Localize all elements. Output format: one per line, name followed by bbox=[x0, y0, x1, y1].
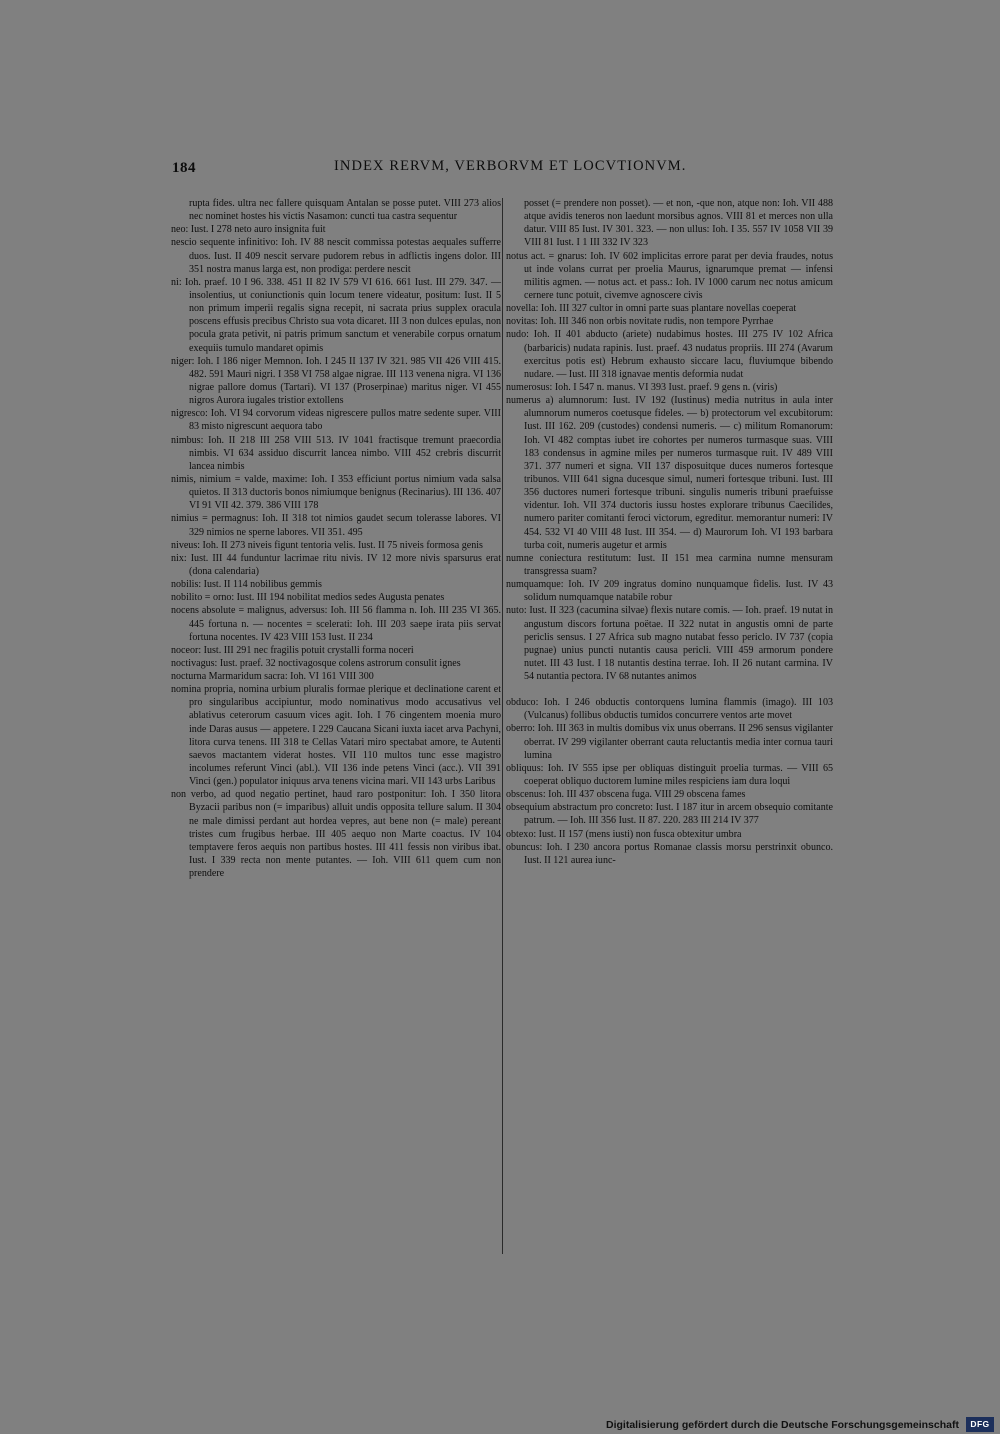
index-entry: numne coniectura restitutum: Iust. II 151 mea carmina numne mensuram transgressa suam? bbox=[506, 552, 833, 577]
index-entry: obtexo: Iust. II 157 (mens iusti) non fusca obtexitur umbra bbox=[506, 828, 742, 840]
index-entry: nimis, nimium = valde, maxime: Ioh. I 353 efficiunt portus nimium vada salsa quietos. II 313 ductoris bonos nimiumque benignus (Recinarius). III 136. 407 VI 91 VII 42. 379. 386 VIII 178 bbox=[171, 473, 501, 512]
index-entry: posset (= prendere non posset). — et non, -que non, atque non: Ioh. VII 488 atque avidis teneros non laedunt morsibus agnos. VIII 81 et merces non ulla datur. VIII 85 Iust. IV 301. 323. — non ullus: Ioh. I 35. 557 IV 1058 VII 39 VIII 81 Iust. I 1 III 332 IV 323 bbox=[524, 198, 833, 249]
index-entry: nescio sequente infinitivo: Ioh. IV 88 nescit commissa potestas aequales sufferre duos. Iust. II 409 nescit servare pudorem rebus in adflictis ingens dolor. III 351 nostra manus larga est, non prodiga: perdere nescit bbox=[171, 237, 501, 275]
index-entry: oberro: Ioh. III 363 in multis domibus vix unus oberrans. II 296 sensus vigilanter oberrat. IV 299 vigilanter oberrant cauta reluctantis media inter cornua tauri lumina bbox=[506, 723, 833, 761]
index-entry: nocens absolute = malignus, adversus: Ioh. III 56 flamma n. Ioh. III 235 VI 365. 445 fortuna n. — nocentes = scelerati: Ioh. III 203 saepe irata piis servat fortuna nocentes. IV 423 VIII 153 Iust. II 234 bbox=[171, 605, 501, 643]
footer bbox=[606, 1417, 996, 1433]
index-entry: rupta fides. ultra nec fallere quisquam Antalan se posse putet. VIII 273 alios nec nominet hostes his victis Nasamon: cuncti tua castra sequentur bbox=[189, 198, 501, 223]
index-entry: noctivagus: Iust. praef. 32 noctivagosque colens astrorum consulit ignes bbox=[171, 657, 461, 669]
right-column bbox=[506, 197, 833, 867]
index-entry: novitas: Ioh. III 346 non orbis novitate rudis, non tempore Pyrrhae bbox=[506, 316, 774, 328]
index-entry: non verbo, ad quod negatio pertinet, haud raro postponitur: Ioh. I 350 litora Byzacii paribus non (= imparibus) alluit undis opposita tellure salum. II 304 ne male dimissi perdant aut hordea vepres, aut bene non (= male) pereant tristes cum frugibus herbae. III 405 aequo non Marte coactus. IV 104 temptavere feros aequis non partibus hostes. III 411 fessis non viribus ibat. Iust. I 339 recta non mente putantes. — Ioh. VIII 611 quem cum non prendere bbox=[171, 789, 501, 880]
index-entry: nimius = permagnus: Ioh. II 318 tot nimios gaudet secum tolerasse labores. VI 329 nimios ne sperne labores. VII 351. 495 bbox=[171, 513, 501, 538]
index-entry: nimbus: Ioh. II 218 III 258 VIII 513. IV 1041 fractisque tremunt praecordia nimbis. VI 634 assiduo discurrit lancea nimbo. VIII 452 crebris discurrit lancea nimbis bbox=[171, 434, 501, 472]
index-entry: niger: Ioh. I 186 niger Memnon. Ioh. I 245 II 137 IV 321. 985 VII 426 VIII 415. 482. 591 Mauri nigri. I 358 VI 758 algae nigrae. III 113 venena nigra. VI 136 nigrae pallore domus (Tartari). VI 137 (Proserpinae) maritus niger. VI 455 nigros Aurora iugales tristior extollens bbox=[171, 355, 501, 407]
index-entry: obuncus: Ioh. I 230 ancora portus Romanae classis morsu perstrinxit obunco. Iust. II 121 aurea iunc- bbox=[506, 841, 833, 866]
index-entry: noceor: Iust. III 291 nec fragilis potuit crystalli forma noceri bbox=[171, 644, 414, 656]
index-entry: numquamque: Ioh. IV 209 ingratus domino nunquamque fidelis. Iust. IV 43 solidum numquamque natabile robur bbox=[506, 579, 833, 604]
index-entry: nuto: Iust. II 323 (cacumina silvae) flexis nutare comis. — Ioh. praef. 19 nutat in angustum discors fortuna poëtae. II 322 nutat in angustis omni de parte periclis sensus. I 27 Africa sub magno nutabat fesso periclo. IV 737 (copia pugnae) unius puncti nutantis causa pericli. VIII 459 armorum pondere nutet. III 43 Iust. I 18 nutantis destina terrae. Ioh. II 26 nutant carmina. IV 54 nutantia pectora. IV 68 nutantes animos bbox=[506, 605, 833, 683]
index-entry: notus act. = gnarus: Ioh. IV 602 implicitas errore parat per devia fraudes, notus ut inde volans currat per proelia Maurus, ignarumque premat — infensi militis agmen. — notus act. et pass.: Ioh. IV 1000 carum nec notus amicum cernere tunc potuit, civemve agnoscere civis bbox=[506, 250, 833, 301]
index-entry: niveus: Ioh. II 273 niveis figunt tentoria velis. Iust. II 75 niveis formosa genis bbox=[171, 539, 483, 551]
index-entry: obliquus: Ioh. IV 555 ipse per obliquas distinguit proelia turmas. — VIII 65 coeperat obliquo ductorem lumine miles respiciens iam dura loqui bbox=[506, 762, 833, 788]
index-entry: obduco: Ioh. I 246 obductis contorquens lumina flammis (imago). III 103 (Vulcanus) follibus obductis tumidos concurrere ventos arte movet bbox=[506, 697, 833, 722]
index-entry: nobilis: Iust. II 114 nobilibus gemmis bbox=[171, 579, 322, 591]
dfg-logo: DFG bbox=[966, 1417, 994, 1432]
page-header bbox=[172, 156, 830, 182]
index-entry: ni: Ioh. praef. 10 I 96. 338. 451 II 82 IV 579 VI 616. 661 Iust. III 279. 347. — insolentius, ut coniunctionis quin locum tenere videatur, positum: Iust. II 5 non primum imperii regalis signa recepit, ni sacrata prius supplex oracula poscens effusis precibus Christo sua vota dicaret. III 3 non dulces epulas, non pocula grata petivit, ni patris primum sanctum et venerabile corpus ornatum exequiis tumulo mandaret opimis bbox=[171, 276, 501, 354]
index-entry: obsequium abstractum pro concreto: Iust. I 187 itur in arcem obsequio comitante patrum. — Ioh. III 356 Iust. II 87. 220. 283 III 214 IV 377 bbox=[506, 802, 833, 827]
index-entry: nocturna Marmaridum sacra: Ioh. VI 161 VIII 300 bbox=[171, 671, 374, 683]
index-entry: numerus a) alumnorum: Iust. IV 192 (Iustinus) media nutritus in aula inter alumnorum numeros coetusque fideles. — b) protectorum vel excubitorum: Iust. III 162. 209 (custodes) condensi numeris. — c) militum Romanorum: Ioh. VI 482 comptas iubet ire cohortes per numeros turmasque suas. VIII 183 condensus in agmine miles per numeros turmasque ruit. IV 489 VIII 371. 377 numeri et signa. VII 137 disposuitque duces numeros fortesque tribunos. VIII 641 signa ducesque simul, numeri fortesque tribuni. Iust. III 356 ductores numeri fortesque tribuni. singulis numeris tribuni praefuisse videntur. Ioh. VII 374 ductoris iussu hostes explorare tribunus Caecilides, numero pariter comitanti feroci victorum, egreditur. memorantur numeri: IV 454. 532 VI 40 VIII 48 Iust. III 354. — d) Maurorum Ioh. VI 193 barbara turba coit, numeris augetur et armis bbox=[506, 395, 833, 551]
index-entry: numerosus: Ioh. I 547 n. manus. VI 393 Iust. praef. 9 gens n. (viris) bbox=[506, 381, 778, 393]
index-entry: nudo: Ioh. II 401 abducto (ariete) nudabimus hostes. III 275 IV 102 Africa (barbaricis) nudata rapinis. Iust. praef. 43 nudatus propriis. III 274 (Avarum exercitus potis est) Hebrum exhausto siccare lacu, fluviumque bibendo nudare. — Iust. III 318 ignavae mentis deformia nudat bbox=[506, 329, 833, 380]
index-entry: obscenus: Ioh. III 437 obscena fuga. VIII 29 obscena fames bbox=[506, 789, 746, 801]
page-number: 184 bbox=[172, 160, 196, 176]
index-entry: nix: Iust. III 44 funduntur lacrimae ritu nivis. IV 12 more nivis sparsurus erat (dona calendaria) bbox=[171, 552, 501, 577]
index-entry: nomina propria, nomina urbium pluralis formae plerique et declinatione carent et pro singularibus accipiuntur, modo nominativus modo accusativus vel ablativus ceterorum casuum vices agit. Ioh. I 76 cingentem moenia muro inde Daras ausus — appetere. I 229 Caucana Sicani iuxta iacet arva Pachyni, litora curva tenens. III 318 te Cellas Vatari miro spectabat amore, te Autenti saevos mactantem viderat hostes. VII 110 multos tunc esse magistro incolumes referunt Vinci (abl.). VII 136 inde petens Vinci (acc.). VII 391 Vinci (gen.) populator iniquus arva tenens vicina mari. VII 143 urbs Laribus bbox=[171, 684, 501, 788]
index-entry: neo: Iust. I 278 neto auro insignita fuit bbox=[171, 224, 326, 236]
index-entry: novella: Ioh. III 327 cultor in omni parte suas plantare novellas coeperat bbox=[506, 303, 797, 315]
index-entry: nobilito = orno: Iust. III 194 nobilitat medios sedes Augusta penates bbox=[171, 592, 445, 604]
column-divider bbox=[502, 198, 503, 1254]
funding-notice: Digitalisierung gefördert durch die Deutsche Forschungsgemeinschaft bbox=[606, 1419, 959, 1431]
left-column bbox=[171, 197, 501, 880]
running-head: INDEX RERVM, VERBORVM ET LOCVTIONVM. bbox=[334, 158, 687, 174]
index-entry: nigresco: Ioh. VI 94 corvorum videas nigrescere pullos matre sedente super. VIII 83 misto nigrescunt aequora tabo bbox=[171, 408, 501, 433]
